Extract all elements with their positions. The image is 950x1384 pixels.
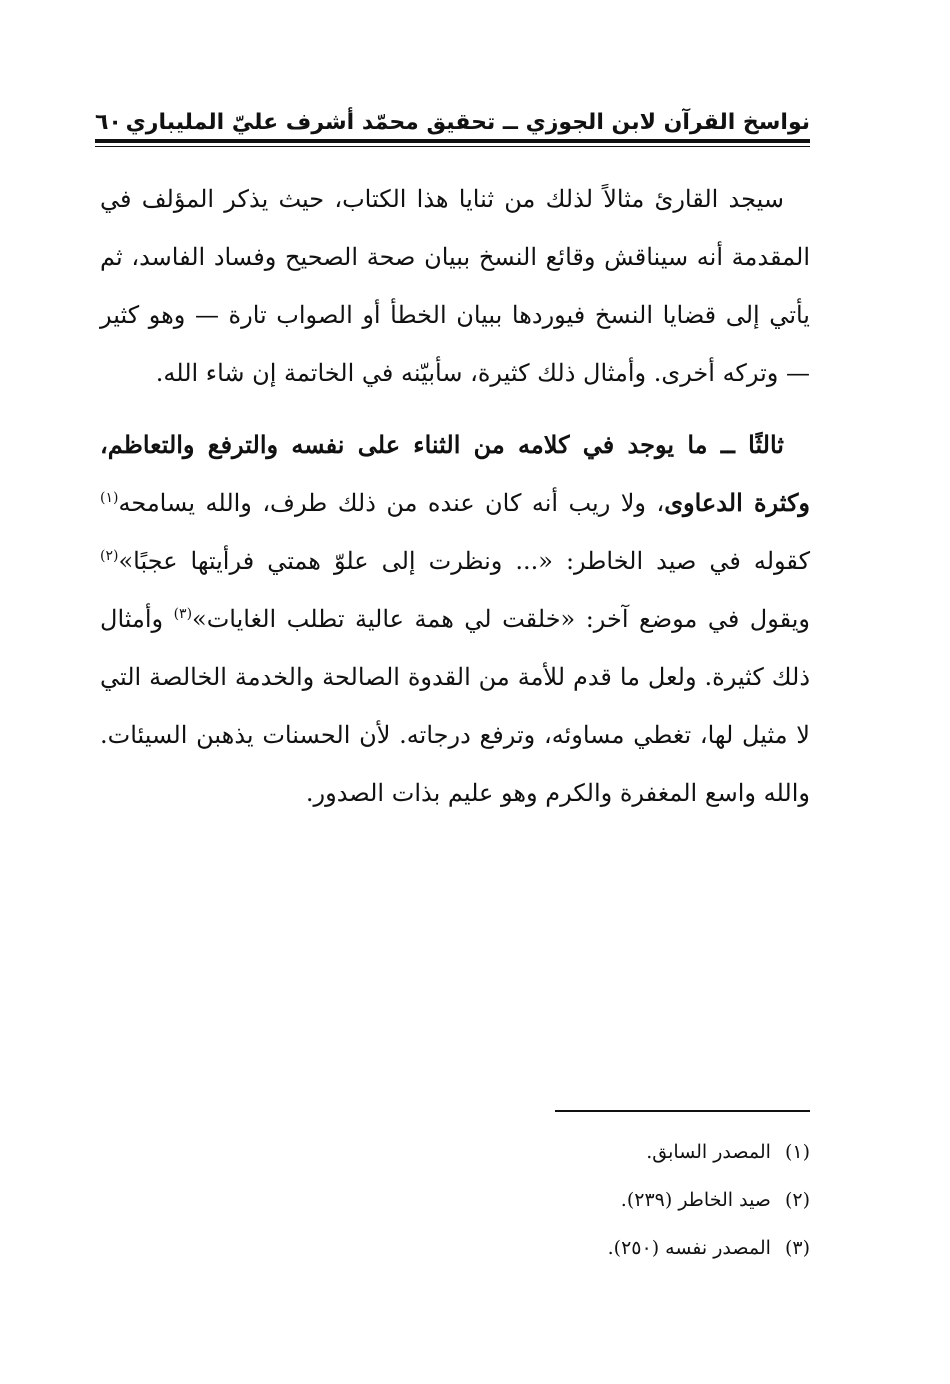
footnote-item	[300, 1128, 810, 1176]
paragraph-2-text-c: ويقول في موضع آخر: «خلقت لي همة عالية تطلب الغايات»	[192, 605, 810, 633]
footnote-ref-3[interactable]: (٣)	[173, 606, 193, 622]
footnote-marker: (٣)	[784, 1237, 810, 1259]
footnote-text: صيد الخاطر (٢٣٩).	[620, 1189, 771, 1211]
footnote-ref-1[interactable]: (١)	[100, 490, 119, 506]
paragraph-2-heading: ثالثًا ــ ما يوجد في كلامه من الثناء على نفسه والترفع والتعاظم، وكثرة الدعاوى	[100, 430, 811, 517]
header-rule-thick	[95, 139, 810, 143]
paragraph-2-text-b: كقوله في صيد الخاطر: «... ونظرت إلى علوّ همتي فرأيتها عجبًا»	[118, 547, 810, 575]
running-title: نواسخ القرآن لابن الجوزي ــ تحقيق محمّد أشرف عليّ المليباري	[125, 110, 810, 135]
footnote-marker: (١)	[784, 1141, 810, 1163]
paragraph-2-text-d: وأمثال ذلك كثيرة. ولعل ما قدم للأمة من القدوة الصالحة والخدمة الخالصة التي لا مثيل لها، تغطي مساوئه، وترفع درجاته. لأن الحسنات يذهبن السيئات. والله واسع المغفرة والكرم وهو عليم بذات الصدور.	[100, 605, 810, 807]
paragraph-2	[100, 416, 810, 822]
footnote-text: المصدر نفسه (٢٥٠).	[607, 1237, 771, 1259]
paragraph-1: سيجد القارئ مثالاً لذلك من ثنايا هذا الكتاب، حيث يذكر المؤلف في المقدمة أنه سيناقش وقائع النسخ ببيان صحة الصحيح وفساد الفاسد، ثم يأتي إلى قضايا النسخ فيوردها ببيان الخطأ أو الصواب تارة — وهو كثير — وتركه أخرى. وأمثال ذلك كثيرة، سأبيّنه في الخاتمة إن شاء الله.	[100, 185, 810, 387]
main-text	[100, 170, 810, 822]
footnote-item	[300, 1224, 810, 1272]
page-number: ٦٠	[95, 110, 122, 135]
paragraph-2-text-a: ، ولا ريب أنه كان عنده من ذلك طرف، والله يسامحه	[118, 489, 665, 517]
footnote-item	[300, 1176, 810, 1224]
footnote-ref-2[interactable]: (٢)	[100, 548, 119, 564]
footnote-marker: (٢)	[784, 1189, 810, 1211]
running-header	[95, 95, 810, 135]
header-rule-thin	[95, 146, 810, 147]
footnote-separator	[555, 1110, 810, 1112]
footnotes	[300, 1128, 810, 1272]
footnote-text: المصدر السابق.	[646, 1141, 771, 1163]
